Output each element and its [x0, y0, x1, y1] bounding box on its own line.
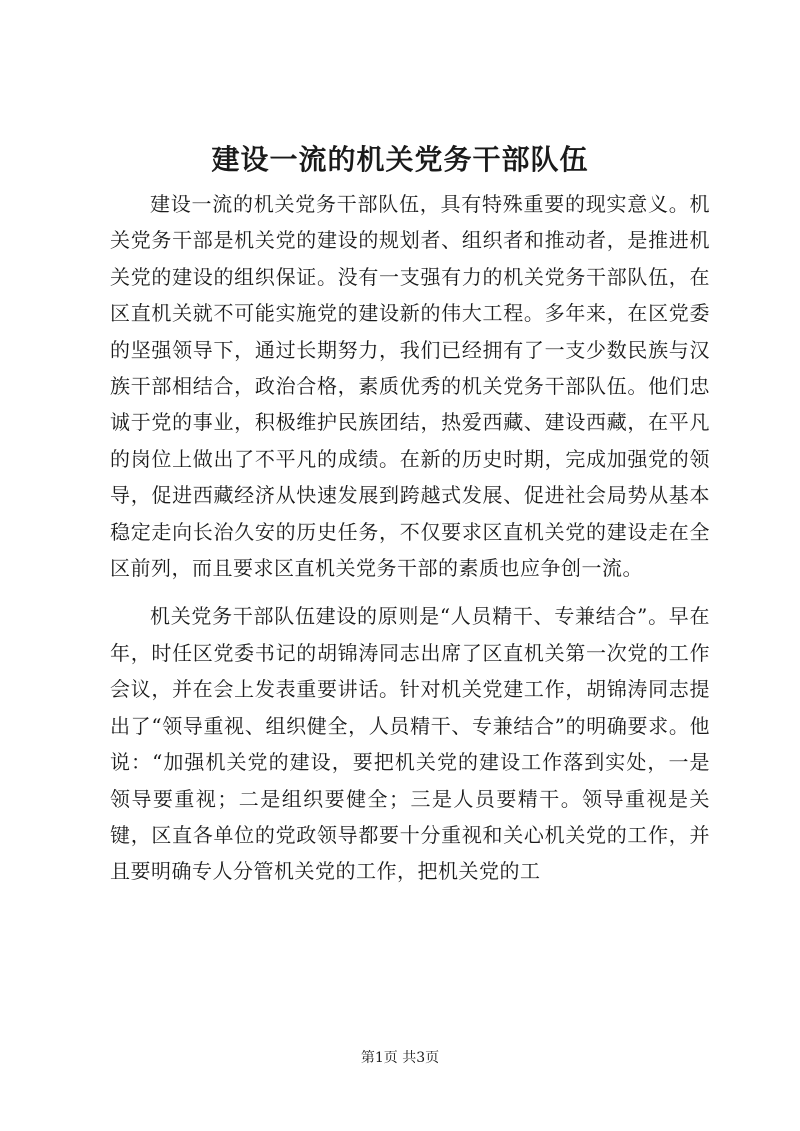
page-number-footer: 第1页 共3页: [360, 1050, 440, 1066]
paragraph-2: 机关党务干部队伍建设的原则是“人员精干、专兼结合”。早在年，时任区党委书记的胡锦涛同志出席了区直机关第一次党的工作会议，并在会上发表重要讲话。针对机关党建工作，胡锦涛同志提出了“领导重视、组织健全，人员精干、专兼结合”的明确要求。他说：“加强机关党的建设，要把机关党的建设工作落到实处，一是领导要重视；二是组织要健全；三是人员要精干。领导重视是关键，区直各单位的党政领导都要十分重视和关心机关党的工作，并且要明确专人分管机关党的工作，把机关党的工: [110, 604, 710, 884]
paragraph-1: 建设一流的机关党务干部队伍，具有特殊重要的现实意义。机关党务干部是机关党的建设的规划者、组织者和推动者，是推进机关党的建设的组织保证。没有一支强有力的机关党务干部队伍，在区直机关就不可能实施党的建设新的伟大工程。多年来，在区党委的坚强领导下，通过长期努力，我们已经拥有了一支少数民族与汉族干部相结合，政治合格，素质优秀的机关党务干部队伍。他们忠诚于党的事业，积极维护民族团结，热爱西藏、建设西藏，在平凡的岗位上做出了不平凡的成绩。在新的历史时期，完成加强党的领导，促进西藏经济从快速发展到跨越式发展、促进社会局势从基本稳定走向长治久安的历史任务，不仅要求区直机关党的建设走在全区前列，而且要求区直机关党务干部的素质也应争创一流。: [110, 192, 710, 581]
document-title: 建设一流的机关党务干部队伍: [211, 143, 589, 176]
document-body: [110, 186, 710, 890]
